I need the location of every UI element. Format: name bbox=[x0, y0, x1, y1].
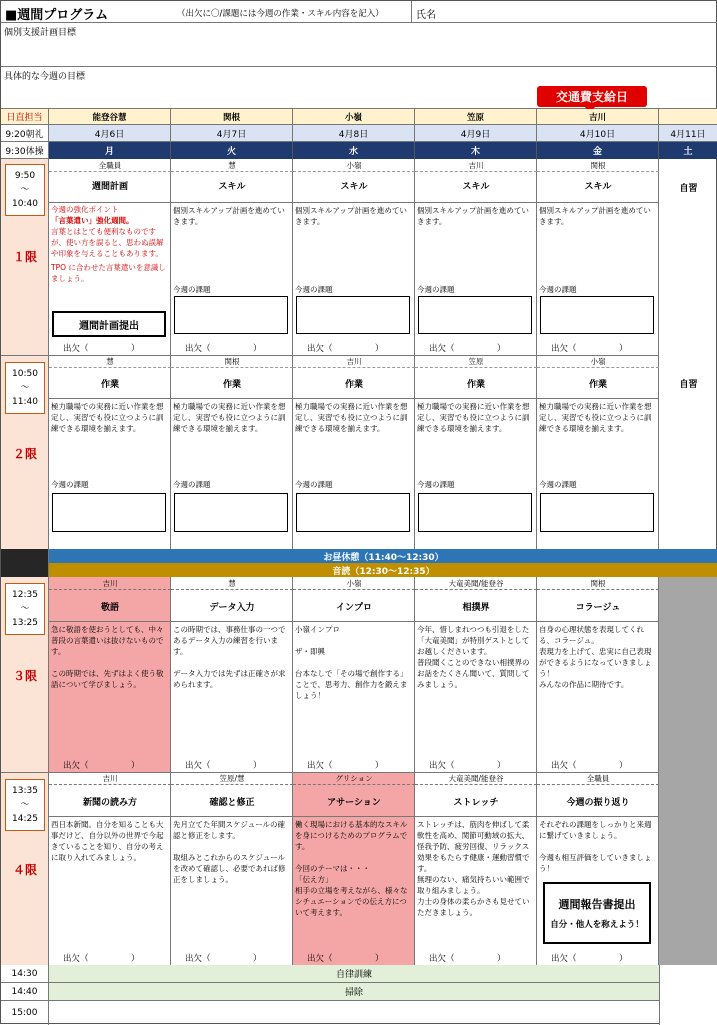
p3-title: インプロ bbox=[335, 602, 372, 613]
day-cell: 火 bbox=[171, 142, 293, 159]
p3-attendance[interactable]: 出欠（ ） bbox=[551, 761, 628, 771]
p2-task-label: 今週の課題 bbox=[417, 480, 455, 489]
p2-divider bbox=[171, 367, 293, 368]
p1-staff: 全職員 bbox=[98, 160, 122, 170]
p2-task-box[interactable] bbox=[540, 493, 654, 532]
p2-divider bbox=[415, 367, 537, 368]
p1-attendance[interactable]: 出欠（ ） bbox=[307, 344, 384, 354]
p1-body: 個別スキルアップ計画を進めていきます。 bbox=[173, 206, 285, 226]
bottom-sat bbox=[659, 965, 717, 1025]
p4-body: 西日本新聞。自分を知ることも大事だけど、自分以外の世界で今起きていることを知り、自分の考えに取り入れてみましょう。 bbox=[51, 820, 164, 862]
p1-task-box[interactable] bbox=[296, 296, 410, 334]
p4-staff: 全職員 bbox=[586, 773, 610, 783]
p1-staff: 関根 bbox=[590, 160, 606, 170]
p1-staff: 小嶺 bbox=[346, 160, 362, 170]
p4-attendance[interactable]: 出欠（ ） bbox=[63, 954, 140, 964]
p4-title: 新聞の読み方 bbox=[82, 797, 137, 808]
page-title: ■週間プログラム bbox=[5, 8, 109, 23]
p3-staff: 大竜美聞/能登谷 bbox=[448, 578, 504, 588]
p3-staff: 関根 bbox=[590, 578, 606, 588]
period4-label: ４限 bbox=[12, 862, 37, 877]
period4-tilde: ～ bbox=[20, 800, 30, 810]
p4-staff: 笠原/慧 bbox=[219, 773, 245, 783]
reading-bar: 音読（12:30～12:35） bbox=[49, 563, 717, 577]
day-cell: 木 bbox=[415, 142, 537, 159]
p2-task-label: 今週の課題 bbox=[173, 480, 211, 489]
page-subtitle: （出欠に〇/課題には今週の作業・スキル内容を記入） bbox=[177, 9, 384, 19]
weekly-report-sub: 自分・他人を称えよう！ bbox=[550, 920, 644, 930]
p3-title: 敬語 bbox=[100, 602, 119, 613]
p2-staff: 笠原 bbox=[468, 356, 484, 366]
p3-attendance[interactable]: 出欠（ ） bbox=[429, 761, 506, 771]
date-cell: 4月10日 bbox=[537, 125, 659, 142]
p1-title: スキル bbox=[218, 181, 246, 192]
p1-attendance[interactable]: 出欠（ ） bbox=[63, 344, 140, 354]
day-cell: 水 bbox=[293, 142, 415, 159]
p3-body: この時期では、事務仕事の一つであるデータ入力の練習を行います。 データ入力では先ずは正確さが求められます。 bbox=[173, 625, 286, 689]
weekly-report-title: 週間報告書提出 bbox=[558, 898, 636, 911]
p1-task-label: 今週の課題 bbox=[539, 285, 577, 294]
p1-divider bbox=[49, 171, 171, 172]
sat-p1-self-study: 自習 bbox=[679, 183, 698, 194]
day-cell: 月 bbox=[49, 142, 171, 159]
p4-title: アサーション bbox=[327, 797, 381, 808]
p2-body: 極力職場での実務に近い作業を想定し、実習でも役に立つように訓練できる環境を揃えます。 bbox=[295, 402, 408, 433]
bottom-time-2: 14:40 bbox=[1, 983, 49, 1001]
p2-title: 作業 bbox=[588, 379, 607, 390]
period1-label: １限 bbox=[12, 249, 37, 264]
duty-label: 日直担当 bbox=[1, 109, 49, 125]
p2-title: 作業 bbox=[344, 379, 363, 390]
p3-attendance[interactable]: 出欠（ ） bbox=[63, 761, 140, 771]
p4-attendance[interactable]: 出欠（ ） bbox=[307, 954, 384, 964]
p3-staff: 慧 bbox=[228, 578, 236, 588]
p1-attendance[interactable]: 出欠（ ） bbox=[429, 344, 506, 354]
p4-body: 働く現場における基本的なスキルを身につけるためのプログラムです。 今回のテーマは・・・ 「伝え方」 相手の立場を考えながら、様々なシチュエーションでの伝え方について考えます。 bbox=[295, 820, 408, 917]
bottom-time-3: 15:00 bbox=[1, 1001, 49, 1025]
mon-red-text: 言葉とはとても便利なものですが、使い方を誤ると、思わぬ誤解や印象を与えることもあります。 bbox=[51, 227, 164, 258]
mon-red-text: 今週の強化ポイント bbox=[51, 205, 119, 214]
p1-divider bbox=[415, 171, 537, 172]
duty-cell: 能登谷慧 bbox=[49, 109, 171, 125]
lunch-bar: お昼休憩（11:40～12:30） bbox=[49, 549, 717, 563]
p4-attendance[interactable]: 出欠（ ） bbox=[551, 954, 628, 964]
p3-divider bbox=[537, 589, 659, 590]
morning-label: 9:20朝礼 bbox=[1, 125, 49, 142]
p1-divider bbox=[293, 171, 415, 172]
p1-task-label: 今週の課題 bbox=[173, 285, 211, 294]
name-label: 氏名 bbox=[416, 10, 436, 21]
p1-divider bbox=[537, 171, 659, 172]
p4-divider bbox=[293, 784, 415, 785]
period4-end: 14:25 bbox=[12, 814, 38, 824]
period2-end: 11:40 bbox=[12, 397, 38, 407]
mon-red-text: TPO に合わせた言葉遣いを意識しましょう。 bbox=[51, 263, 166, 283]
sat-p2-self-study: 自習 bbox=[679, 379, 698, 390]
period2-label: ２限 bbox=[12, 446, 37, 461]
p4-divider bbox=[49, 784, 171, 785]
bottom-rows bbox=[1, 965, 717, 1025]
p3-title: コラージュ bbox=[575, 602, 621, 613]
duty-cell: 小嶺 bbox=[293, 109, 415, 125]
p1-title-line bbox=[49, 202, 171, 203]
p3-staff: 小嶺 bbox=[346, 578, 362, 588]
p2-title: 作業 bbox=[222, 379, 241, 390]
p2-body: 極力職場での実務に近い作業を想定し、実習でも役に立つように訓練できる環境を揃えます。 bbox=[417, 402, 530, 433]
p1-task-box[interactable] bbox=[174, 296, 288, 334]
p4-staff: 大竜美聞/能登谷 bbox=[448, 773, 504, 783]
period4-time bbox=[5, 779, 45, 831]
duty-cell: 笠原 bbox=[415, 109, 537, 125]
column-body-am bbox=[659, 159, 717, 549]
p3-staff: 吉川 bbox=[102, 578, 118, 588]
p1-body: 個別スキルアップ計画を進めていきます。 bbox=[417, 206, 529, 226]
p1-title: スキル bbox=[584, 181, 612, 192]
p1-staff: 慧 bbox=[228, 160, 236, 170]
p2-divider bbox=[537, 367, 659, 368]
bottom-time-1: 14:30 bbox=[1, 965, 49, 983]
p4-staff: 吉川 bbox=[102, 773, 118, 783]
p2-task-box[interactable] bbox=[296, 493, 410, 532]
date-cell: 4月7日 bbox=[171, 125, 293, 142]
p4-body: それぞれの課題をしっかりと来週に繋げていきましょう。 今週も相互評価をしていきましょう！ bbox=[539, 820, 652, 873]
bottom-activity-2: 掃除 bbox=[49, 983, 659, 1001]
p2-staff: 吉川 bbox=[346, 356, 362, 366]
p3-divider bbox=[293, 589, 415, 590]
day-cell: 土 bbox=[659, 142, 717, 159]
support-goal-row bbox=[1, 23, 717, 67]
p4-title: ストレッチ bbox=[453, 797, 499, 808]
period1-tilde: ～ bbox=[20, 185, 30, 195]
p1-task-label: 今週の課題 bbox=[295, 285, 333, 294]
p2-title: 作業 bbox=[100, 379, 119, 390]
p4-staff: グリション bbox=[335, 773, 373, 783]
p3-title: 相撲界 bbox=[462, 602, 490, 613]
duty-cell bbox=[659, 109, 717, 125]
p2-divider bbox=[293, 367, 415, 368]
period1-time bbox=[5, 164, 45, 216]
weekly-goal-label: 具体的な今週の目標 bbox=[4, 72, 86, 82]
p1-title: スキル bbox=[462, 181, 490, 192]
p2-task-label: 今週の課題 bbox=[539, 480, 577, 489]
period3-label: ３限 bbox=[12, 668, 37, 683]
period2-time bbox=[5, 362, 45, 414]
mon-red-text: 「言葉遣い」強化週間。 bbox=[51, 216, 134, 225]
p2-task-label: 今週の課題 bbox=[295, 480, 333, 489]
day-cell: 金 bbox=[537, 142, 659, 159]
p1-title: スキル bbox=[340, 181, 368, 192]
p1-body: 個別スキルアップ計画を進めていきます。 bbox=[539, 206, 651, 226]
p2-title: 作業 bbox=[466, 379, 485, 390]
period3-start: 12:35 bbox=[12, 590, 38, 600]
period1-start: 9:50 bbox=[14, 171, 36, 181]
p1-body: 個別スキルアップ計画を進めていきます。 bbox=[295, 206, 407, 226]
p1-title: 週間計画 bbox=[91, 181, 128, 192]
period3-time bbox=[5, 583, 45, 635]
p4-body: ストレッチは、筋肉を伸ばして柔軟性を高め、関節可動域の拡大、怪我予防、疲労回復、リラックス効果をもたらす健康・運動習慣です。 無理のない、痛気持ちいい範囲で取り組みましょう。 力士の身体の柔らかさも見せていただきましょう。 bbox=[417, 820, 530, 917]
date-cell: 4月6日 bbox=[49, 125, 171, 142]
p4-body: 先月立てた年間スケジュールの確認と修正をします。 取組みとこれからのスケジュールを改めて確認し、必要であれば修正をしましょう。 bbox=[173, 820, 286, 884]
p4-divider bbox=[415, 784, 537, 785]
weekly-report-box bbox=[543, 882, 651, 944]
date-cell: 4月11日 bbox=[659, 125, 717, 142]
time-col-pm bbox=[1, 577, 49, 965]
p1-divider bbox=[171, 171, 293, 172]
p2-body: 極力職場での実務に近い作業を想定し、実習でも役に立つように訓練できる環境を揃えます。 bbox=[51, 402, 164, 433]
p2-staff: 慧 bbox=[106, 356, 114, 366]
p4-title: 確認と修正 bbox=[209, 797, 255, 808]
time-col-lunch bbox=[1, 549, 49, 577]
support-goal-label: 個別支援計画目標 bbox=[4, 28, 77, 38]
p3-attendance[interactable]: 出欠（ ） bbox=[307, 761, 384, 771]
title-row bbox=[1, 1, 717, 23]
p3-body: 小嶺インプロ ザ・即興 台本なしで「その場で創作する」ことで、思考力、創作力を鍛えましょう！ bbox=[295, 625, 408, 700]
p1-staff: 吉川 bbox=[468, 160, 484, 170]
p3-divider bbox=[415, 589, 537, 590]
p2-staff: 小嶺 bbox=[590, 356, 606, 366]
sat-pm-gray bbox=[659, 577, 717, 965]
p3-body: 自身の心理状態を表現してくれる、コラージュ。 表現力を上げて、忠実に自己表現ができるようになっていきましょう！ みんなの作品に期待です。 bbox=[539, 625, 652, 689]
period3-tilde: ～ bbox=[20, 604, 30, 614]
weekly-plan-submit-box: 週間計画提出 bbox=[52, 311, 166, 337]
p2-body: 極力職場での実務に近い作業を想定し、実習でも役に立つように訓練できる環境を揃えます。 bbox=[539, 402, 652, 433]
duty-cell: 吉川 bbox=[537, 109, 659, 125]
date-cell: 4月8日 bbox=[293, 125, 415, 142]
period2-tilde: ～ bbox=[20, 383, 30, 393]
p2-divider bbox=[49, 367, 171, 368]
p4-title: 今週の振り返り bbox=[566, 797, 630, 808]
p1-task-label: 今週の課題 bbox=[417, 285, 455, 294]
p3-body: 急に敬語を使おうとしても、中々普段の言葉遣いは抜けないものです。 この時期では、先ずはよく使う敬語について学びましょう。 bbox=[51, 625, 164, 689]
exercise-label: 9:30体操 bbox=[1, 142, 49, 159]
p2-task-label: 今週の課題 bbox=[51, 480, 89, 489]
p2-staff: 関根 bbox=[224, 356, 240, 366]
period2-start: 10:50 bbox=[12, 369, 38, 379]
p3-body: 今年、惜しまれつつも引退をした「大竜美聞」が特別ゲストとしてお越しくださいます。 普段聞くことのできない相撲界のお話をたくさん聞いて、質問してみましょう。 bbox=[417, 625, 530, 689]
p1-attendance[interactable]: 出欠（ ） bbox=[551, 344, 628, 354]
p4-divider bbox=[171, 784, 293, 785]
period1-end: 10:40 bbox=[12, 199, 38, 209]
p1-task-box[interactable] bbox=[540, 296, 654, 334]
p2-task-box[interactable] bbox=[52, 493, 166, 532]
date-cell: 4月9日 bbox=[415, 125, 537, 142]
bottom-activity-1: 自律訓練 bbox=[49, 965, 659, 983]
p1-attendance[interactable]: 出欠（ ） bbox=[185, 344, 262, 354]
period4-start: 13:35 bbox=[12, 786, 38, 796]
duty-cell: 関根 bbox=[171, 109, 293, 125]
p4-divider bbox=[537, 784, 659, 785]
p4-attendance[interactable]: 出欠（ ） bbox=[429, 954, 506, 964]
p3-title: データ入力 bbox=[209, 602, 255, 613]
time-col-am bbox=[1, 159, 49, 549]
p2-task-box[interactable] bbox=[418, 493, 532, 532]
p4-attendance[interactable]: 出欠（ ） bbox=[185, 954, 262, 964]
p2-body: 極力職場での実務に近い作業を想定し、実習でも役に立つように訓練できる環境を揃えます。 bbox=[173, 402, 286, 433]
transport-badge: 交通費支給日 bbox=[537, 86, 647, 107]
p3-divider bbox=[49, 589, 171, 590]
period3-end: 13:25 bbox=[12, 618, 38, 628]
p3-divider bbox=[171, 589, 293, 590]
p3-attendance[interactable]: 出欠（ ） bbox=[185, 761, 262, 771]
p2-task-box[interactable] bbox=[174, 493, 288, 532]
p1-task-box[interactable] bbox=[418, 296, 532, 334]
